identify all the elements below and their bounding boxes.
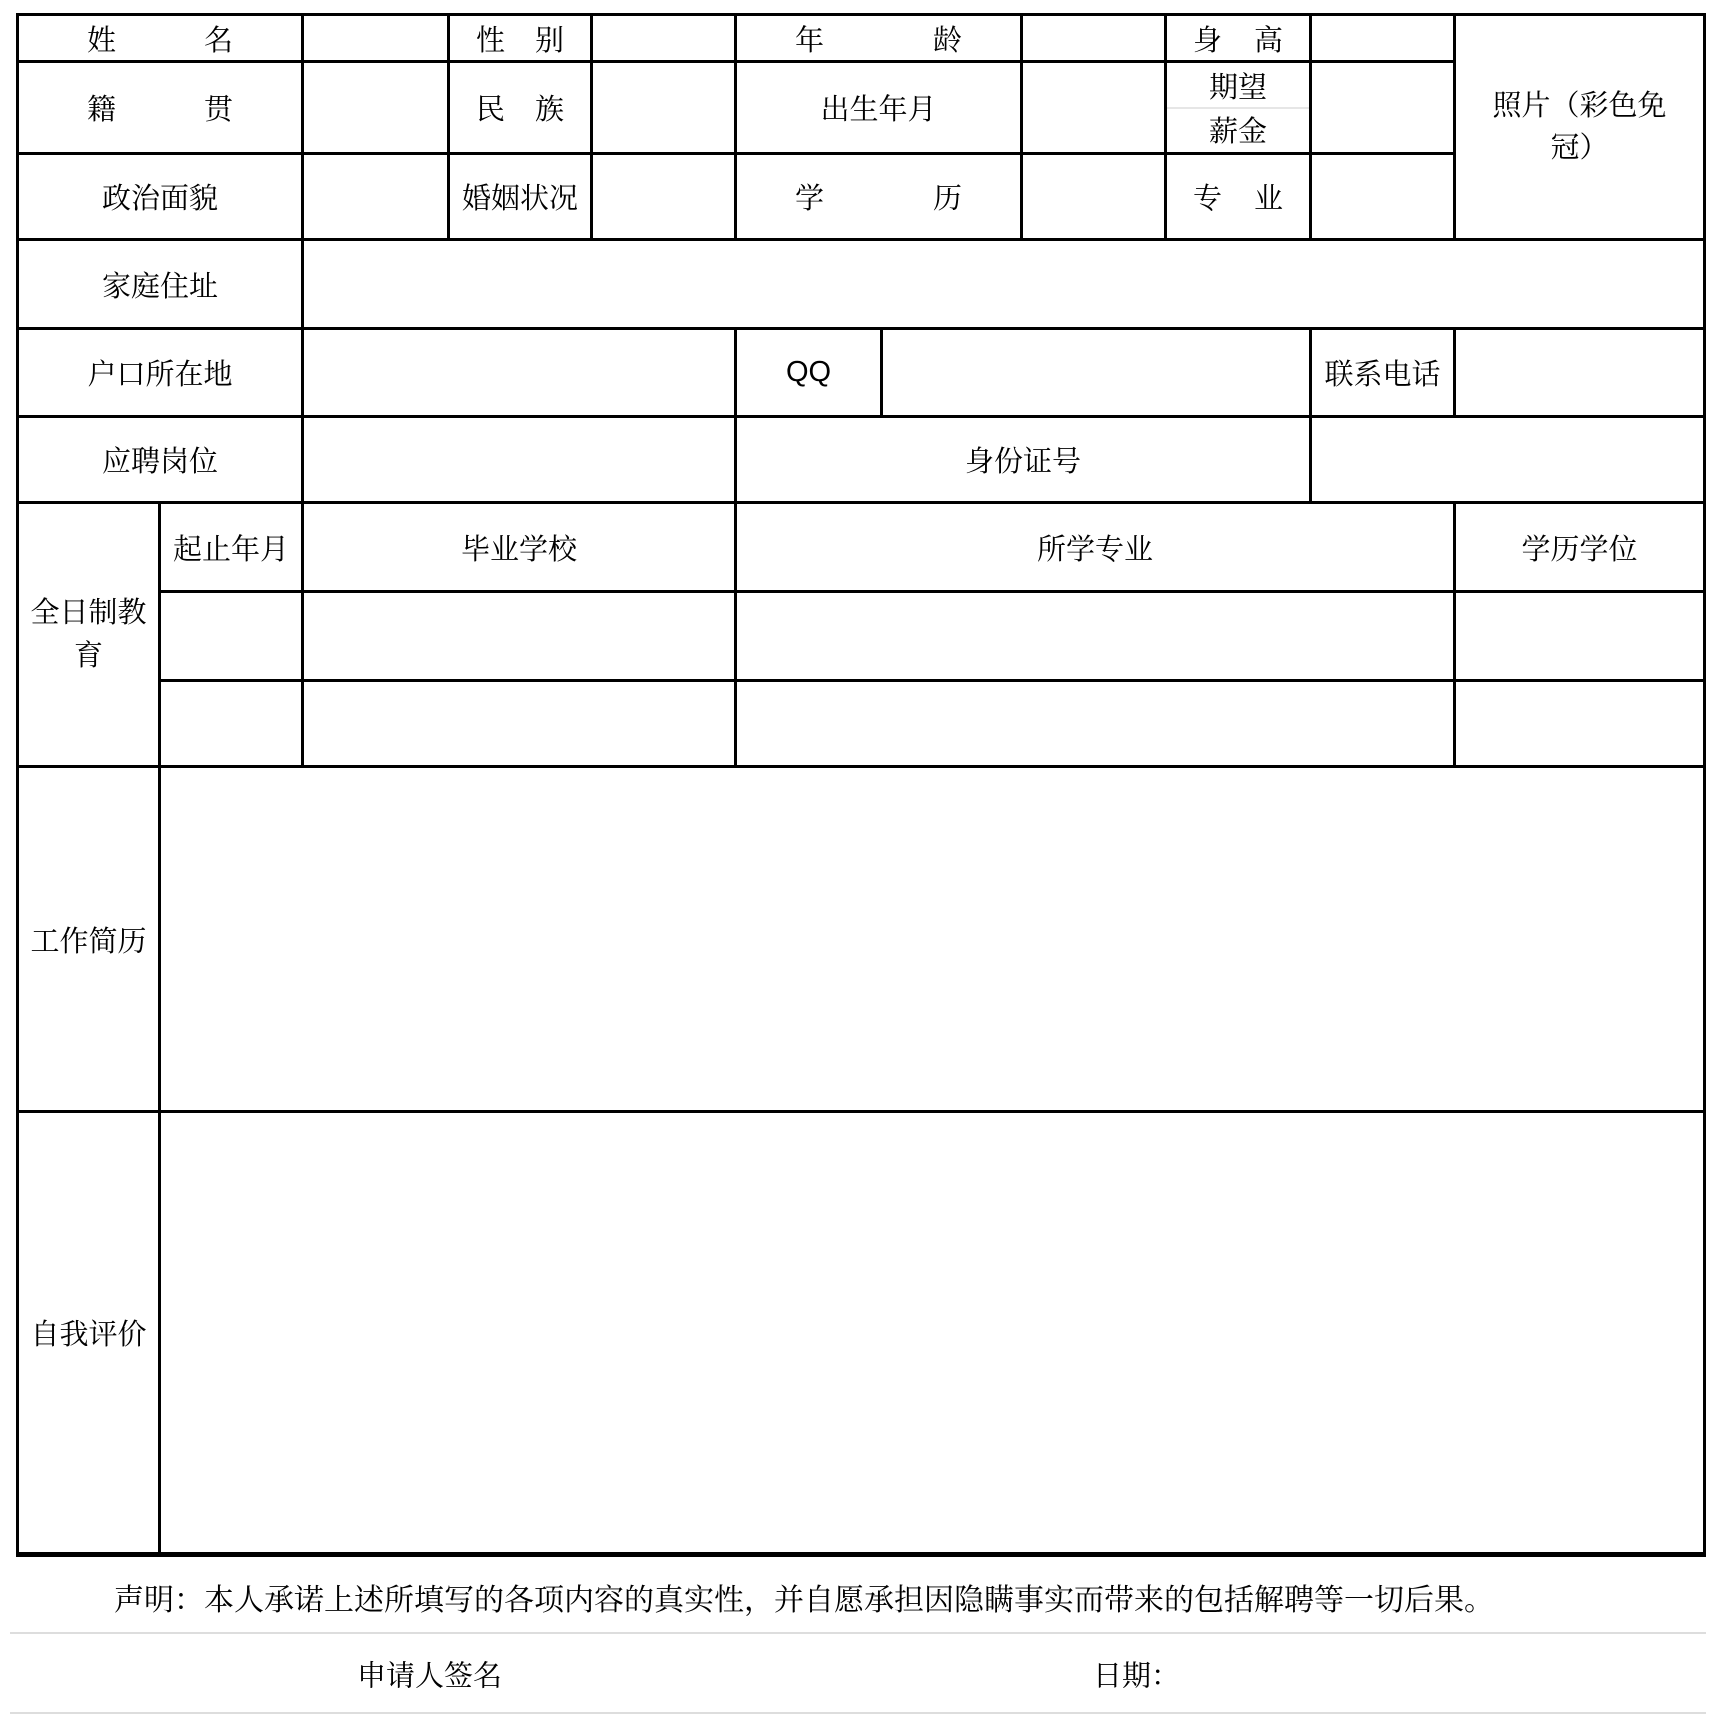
self-evaluation-value-cell[interactable] <box>160 1112 1705 1555</box>
edu-degree-header: 学历学位 <box>1455 503 1705 592</box>
political-status-value-cell[interactable] <box>303 154 449 240</box>
gender-label: 性别 <box>449 15 592 62</box>
work-experience-label: 工作简历 <box>18 767 160 1112</box>
declaration-row <box>10 1562 1706 1634</box>
expected-salary-value-cell[interactable] <box>1311 62 1455 154</box>
education-label: 学历 <box>736 154 1022 240</box>
major-value-cell[interactable] <box>1311 154 1455 240</box>
applicant-signature-label: 申请人签名 <box>357 1660 503 1693</box>
date-label: 日期： <box>1093 1660 1181 1693</box>
qq-label: QQ <box>736 329 882 417</box>
contact-phone-value-cell[interactable] <box>1455 329 1705 417</box>
edu-row1-degree-cell[interactable] <box>1455 592 1705 681</box>
edu-row2-school-cell[interactable] <box>303 681 736 767</box>
edu-major-header: 所学专业 <box>736 503 1455 592</box>
declaration-text: 声明：本人承诺上述所填写的各项内容的真实性，并自愿承担因隐瞒事实而带来的包括解聘等一切后果。 <box>114 1584 1494 1617</box>
home-address-value-cell[interactable] <box>303 240 1705 329</box>
edu-row2-major-cell[interactable] <box>736 681 1455 767</box>
birth-date-value-cell[interactable] <box>1022 62 1166 154</box>
edu-row1-school-cell[interactable] <box>303 592 736 681</box>
edu-row2-period-cell[interactable] <box>160 681 303 767</box>
application-form-table <box>16 13 1706 1557</box>
edu-period-header: 起止年月 <box>160 503 303 592</box>
household-registration-value-cell[interactable] <box>303 329 736 417</box>
native-place-label: 籍贯 <box>18 62 303 154</box>
ethnicity-label: 民族 <box>449 62 592 154</box>
household-registration-label: 户口所在地 <box>18 329 303 417</box>
birth-date-label: 出生年月 <box>736 62 1022 154</box>
photo-placeholder: 照片（彩色免冠） <box>1455 15 1705 240</box>
expected-salary-label-line2: 薪金 <box>1208 116 1267 148</box>
height-label: 身高 <box>1166 15 1311 62</box>
work-experience-value-cell[interactable] <box>160 767 1705 1112</box>
edu-row1-period-cell[interactable] <box>160 592 303 681</box>
edu-school-header: 毕业学校 <box>303 503 736 592</box>
self-evaluation-label: 自我评价 <box>18 1112 160 1555</box>
name-label: 姓名 <box>18 15 303 62</box>
edu-row1-major-cell[interactable] <box>736 592 1455 681</box>
expected-salary-label <box>1166 62 1311 154</box>
id-number-label: 身份证号 <box>736 417 1311 503</box>
political-status-label: 政治面貌 <box>18 154 303 240</box>
marital-status-label: 婚姻状况 <box>449 154 592 240</box>
height-value-cell[interactable] <box>1311 15 1455 62</box>
home-address-label: 家庭住址 <box>18 240 303 329</box>
age-value-cell[interactable] <box>1022 15 1166 62</box>
native-place-value-cell[interactable] <box>303 62 449 154</box>
major-label: 专业 <box>1166 154 1311 240</box>
education-value-cell[interactable] <box>1022 154 1166 240</box>
signature-row <box>10 1636 1706 1714</box>
gender-value-cell[interactable] <box>592 15 736 62</box>
marital-status-value-cell[interactable] <box>592 154 736 240</box>
age-label: 年龄 <box>736 15 1022 62</box>
applied-position-value-cell[interactable] <box>303 417 736 503</box>
edu-row2-degree-cell[interactable] <box>1455 681 1705 767</box>
applied-position-label: 应聘岗位 <box>18 417 303 503</box>
contact-phone-label: 联系电话 <box>1311 329 1455 417</box>
ethnicity-value-cell[interactable] <box>592 62 736 154</box>
name-value-cell[interactable] <box>303 15 449 62</box>
id-number-value-cell[interactable] <box>1311 417 1705 503</box>
fulltime-education-label: 全日制教育 <box>18 503 160 767</box>
expected-salary-label-line1: 期望 <box>1167 65 1309 109</box>
qq-value-cell[interactable] <box>882 329 1311 417</box>
